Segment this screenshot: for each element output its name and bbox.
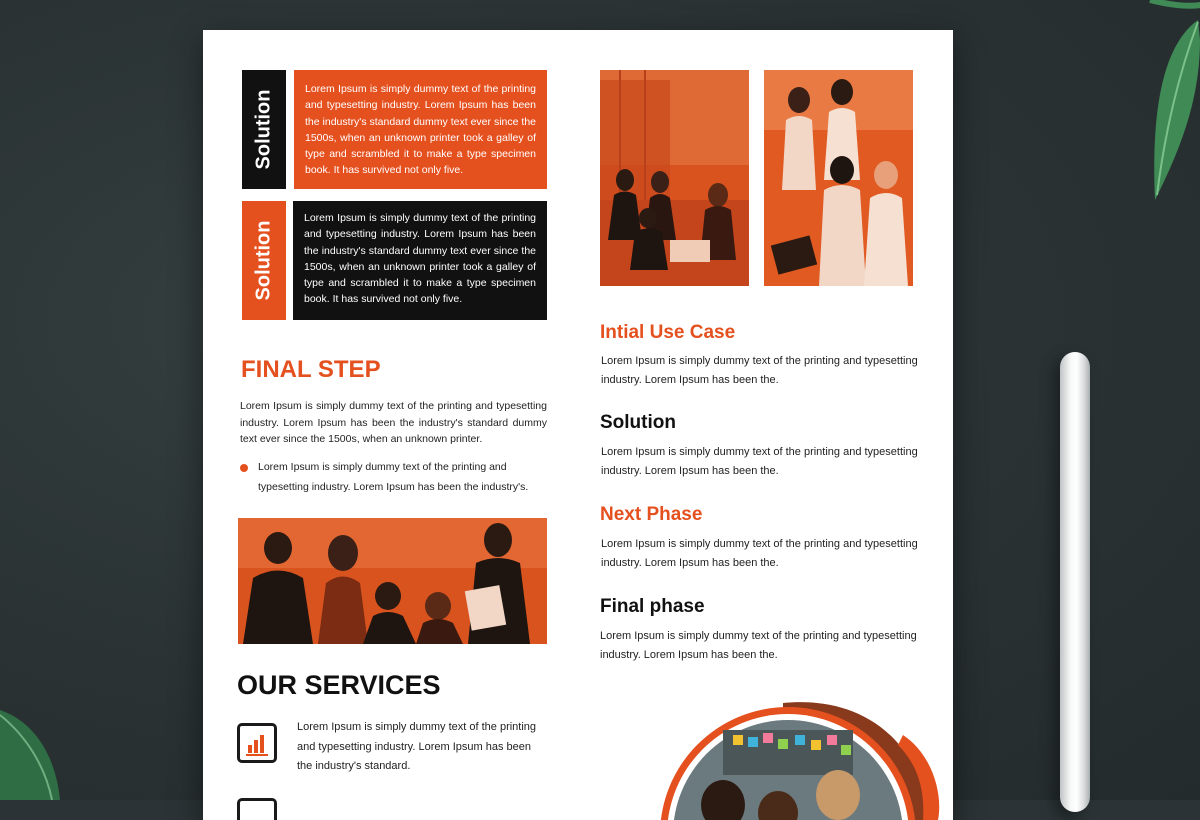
service-icon-2 bbox=[237, 798, 277, 820]
plant-leaf-top-right bbox=[1110, 0, 1200, 210]
team-meeting-photo bbox=[238, 518, 547, 644]
solution-label-orange bbox=[242, 201, 286, 320]
section-text-initial-use-case: Lorem Ipsum is simply dummy text of the printing and typesetting industry. Lorem Ipsum has been the. bbox=[601, 355, 918, 386]
section-title-next-phase: Next Phase bbox=[600, 504, 703, 525]
stylus-pencil bbox=[1060, 352, 1090, 812]
solution-label-text: Solution bbox=[252, 89, 275, 170]
final-step-bullet-text: Lorem Ipsum is simply dummy text of the printing and typesetting industry. Lorem Ipsum has been the industry's. bbox=[258, 461, 529, 493]
section-text-final-phase: Lorem Ipsum is simply dummy text of the printing and typesetting industry. Lorem Ipsum has been the. bbox=[600, 630, 917, 661]
section-text-solution: Lorem Ipsum is simply dummy text of the printing and typesetting industry. Lorem Ipsum has been the. bbox=[601, 446, 918, 477]
section-title-solution: Solution bbox=[600, 412, 676, 433]
section-title-initial-use-case: Intial Use Case bbox=[600, 322, 736, 343]
brochure-page bbox=[203, 30, 953, 820]
section-text-next-phase: Lorem Ipsum is simply dummy text of the printing and typesetting industry. Lorem Ipsum has been the. bbox=[601, 538, 918, 569]
office-team-photo bbox=[600, 70, 749, 286]
business-group-photo bbox=[764, 70, 913, 286]
plant-leaf-bottom-left bbox=[0, 700, 70, 800]
solution-label-text: Solution bbox=[252, 220, 275, 301]
bullet-dot bbox=[240, 464, 248, 472]
section-title-final-phase: Final phase bbox=[600, 596, 705, 617]
solution-text-box-black: Lorem Ipsum is simply dummy text of the printing and typesetting industry. Lorem Ipsum has been the industry's standard dummy text ever since the 1500s, when an unknown printer took a galley of type and scrambled it to make a type specimen book. It has survived not only five. bbox=[293, 201, 547, 320]
final-step-paragraph: Lorem Ipsum is simply dummy text of the printing and typesetting industry. Lorem Ipsum has been the industry's standard dummy text ever since the 1500s, when an unknown printer. bbox=[240, 400, 547, 445]
final-step-heading: FINAL STEP bbox=[241, 356, 381, 383]
bar-chart-icon bbox=[237, 723, 277, 763]
solution-text-box-orange: Lorem Ipsum is simply dummy text of the printing and typesetting industry. Lorem Ipsum has been the industry's standard dummy text ever since the 1500s, when an unknown printer took a galley of type and scrambled it to make a type specimen book. It has survived not only five. bbox=[294, 70, 547, 189]
service-item-text: Lorem Ipsum is simply dummy text of the printing and typesetting industry. Lorem Ipsum has been the industry's standard. bbox=[297, 721, 537, 772]
our-services-heading: OUR SERVICES bbox=[237, 670, 441, 700]
circular-team-photo bbox=[613, 695, 953, 820]
solution-label-black bbox=[242, 70, 286, 189]
